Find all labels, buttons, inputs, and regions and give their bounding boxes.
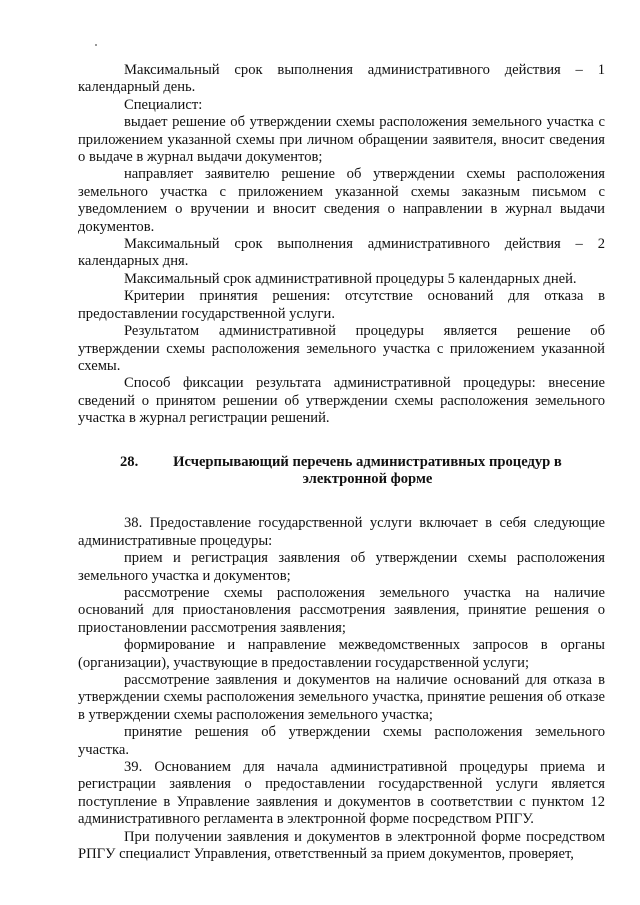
paragraph-procedure-result: Результатом административной процедуры является решение об утверждении схемы расположения земельного участка с приложением указанной схемы. [78, 323, 605, 374]
paragraph-fixation-method: Способ фиксации результата административной процедуры: внесение сведений о принятом решении об утверждении схемы расположения земельного участка в журнал регистрации решений. [78, 375, 605, 427]
paragraph-electronic-receipt: При получении заявления и документов в электронной форме посредством РПГУ специалист Управления, ответственный за прием документов, проверяет, [78, 828, 605, 863]
paragraph-issues-decision: выдает решение об утверждении схемы расположения земельного участка с приложением указанной схемы при личном обращении заявителя, вносит сведения о выдаче в журнал выдачи документов; [78, 114, 605, 166]
section-number: 28. [120, 453, 139, 470]
paragraph-max-procedure-time: Максимальный срок административной процедуры 5 календарных дней. [124, 270, 577, 287]
paragraph-approval-decision: принятие решения об утверждении схемы расположения земельного участка. [78, 724, 605, 758]
paragraph-review-suspension: рассмотрение схемы расположения земельного участка на наличие оснований для приостановления рассмотрения заявления, принятие решения о приостановлении рассмотрения заявления; [78, 584, 605, 636]
paragraph-reception: прием и регистрация заявления об утверждении схемы расположения земельного участка и документов; [78, 550, 605, 584]
paragraph-38: 38. Предоставление государственной услуги включает в себя следующие административные процедуры: [78, 515, 605, 549]
document-body [78, 62, 605, 863]
paragraph-max-time-1: Максимальный срок выполнения административного действия – 1 календарный день. [78, 62, 605, 96]
paragraph-interagency-requests: формирование и направление межведомственных запросов в органы (организации), участвующие в предоставлении государственной услуги; [78, 637, 605, 671]
paragraph-specialist: Специалист: [124, 96, 203, 113]
scan-speck [95, 44, 97, 46]
paragraph-sends-decision: направляет заявителю решение об утверждении схемы расположения земельного участка с приложением указанной схемы заказным письмом с уведомлением о вручении и вносит сведения о направлении в журнал выдачи документов. [78, 166, 605, 235]
paragraph-review-refusal: рассмотрение заявления и документов на наличие оснований для отказа в утверждении схемы расположения земельного участка, принятие решения об отказе в утверждении схемы расположения земельного участка; [78, 672, 605, 723]
paragraph-max-time-2: Максимальный срок выполнения административного действия – 2 календарных дня. [78, 236, 605, 270]
section-heading [78, 454, 605, 489]
section-title: Исчерпывающий перечень административных процедур в электронной форме [173, 453, 562, 487]
paragraph-decision-criteria: Критерии принятия решения: отсутствие оснований для отказа в предоставлении государственной услуги. [78, 288, 605, 322]
paragraph-39: 39. Основанием для начала административной процедуры приема и регистрации заявления о предоставлении государственной услуги является поступление в Управление заявления и документов в соответствии с пунктом 12 административного регламента в электронной форме посредством РПГУ. [78, 759, 605, 828]
